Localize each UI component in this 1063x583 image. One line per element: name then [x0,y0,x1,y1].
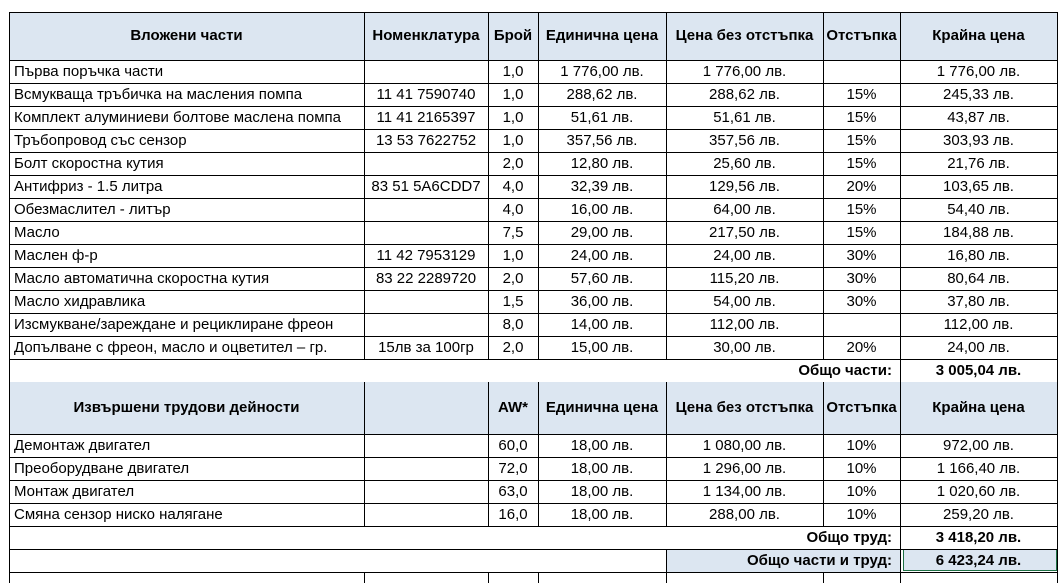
parts-row-qty[interactable]: 1,5 [502,293,524,310]
grid-line [488,12,489,359]
labor-header-qty[interactable]: AW* [498,399,528,416]
parts-row-base[interactable]: 115,20 лв. [709,270,780,287]
parts-row-code[interactable]: 13 53 7622752 [375,132,477,149]
parts-row-unit[interactable]: 36,00 лв. [570,293,634,310]
parts-row-disc[interactable]: 20% [846,339,877,356]
parts-row-base[interactable]: 24,00 лв. [713,247,776,264]
grid-line [9,526,10,583]
labor-header-name[interactable]: Извършени трудови дейности [73,399,300,416]
grid-line [488,572,489,583]
parts-row-qty[interactable]: 7,5 [502,224,524,241]
parts-row-final[interactable]: 24,00 лв. [947,339,1010,356]
labor-row-base[interactable]: 288,00 лв. [709,506,780,523]
parts-row-qty[interactable]: 2,0 [502,339,524,356]
grid-line [1057,359,1058,382]
parts-row-code[interactable] [364,221,488,244]
grid-line [1057,12,1058,359]
parts-row-final[interactable]: 54,40 лв. [947,201,1010,218]
parts-row-name[interactable]: Обезмаслител - литър [14,201,171,218]
parts-row-base[interactable]: 129,56 лв. [709,178,780,195]
labor-row-disc[interactable]: 10% [846,483,877,500]
labor-row-name[interactable]: Смяна сензор ниско налягане [14,506,223,523]
parts-row-base[interactable]: 288,62 лв. [709,86,780,103]
grand-total-label: Общо части и труд: [746,552,892,569]
parts-row-qty[interactable]: 1,0 [502,247,524,264]
parts-row-base[interactable]: 64,00 лв. [713,201,776,218]
parts-row-disc[interactable]: 15% [846,224,877,241]
grid-line [666,382,667,526]
labor-header-price_no_discount[interactable]: Цена без отстъпка [675,399,814,416]
parts-header-code[interactable]: Номенклатура [372,27,480,44]
grid-line [823,12,824,359]
labor-row-final[interactable]: 972,00 лв. [943,437,1014,454]
grid-line [823,572,824,583]
grid-line [538,382,539,526]
grid-line [364,12,365,359]
parts-row-code[interactable]: 83 22 2289720 [375,270,477,287]
parts-row-base[interactable]: 30,00 лв. [713,339,776,356]
grid-line [823,382,824,526]
parts-header-discount[interactable]: Отстъпка [826,27,897,44]
parts-row-disc[interactable]: 20% [846,178,877,195]
parts-row-unit[interactable]: 1 776,00 лв. [560,63,644,80]
labor-row-final[interactable]: 1 166,40 лв. [936,460,1021,477]
grid-line [538,572,539,583]
labor-row-code[interactable] [364,503,488,526]
grid-line [488,382,489,526]
grid-line [364,382,365,526]
parts-row-final[interactable]: 184,88 лв. [943,224,1014,241]
parts-row-disc[interactable]: 15% [846,132,877,149]
labor-row-qty[interactable]: 16,0 [498,506,528,523]
labor-header-discount[interactable]: Отстъпка [826,399,897,416]
parts-row-code[interactable]: 83 51 5A6CDD7 [371,178,481,195]
parts-row-disc[interactable]: 15% [846,86,877,103]
grid-line [900,526,901,583]
parts-row-unit[interactable]: 14,00 лв. [570,316,634,333]
labor-row-disc[interactable]: 10% [846,437,877,454]
labor-row-qty[interactable]: 60,0 [498,437,528,454]
grid-line [1057,526,1058,583]
parts-row-unit[interactable]: 24,00 лв. [570,247,634,264]
parts-row-final[interactable]: 80,64 лв. [947,270,1010,287]
parts-row-final[interactable]: 16,80 лв. [947,247,1010,264]
parts-header-unit_price[interactable]: Единична цена [545,27,659,44]
grid-line [9,359,10,382]
labor-row-final[interactable]: 259,20 лв. [943,506,1014,523]
parts-row-unit[interactable]: 57,60 лв. [570,270,634,287]
parts-row-base[interactable]: 1 776,00 лв. [702,63,787,80]
parts-row-disc[interactable]: 15% [846,109,877,126]
parts-row-disc[interactable] [823,313,900,336]
parts-row-final[interactable]: 245,33 лв. [943,86,1014,103]
parts-row-base[interactable]: 51,61 лв. [713,109,776,126]
labor-header-unit_price[interactable]: Единична цена [545,399,659,416]
parts-row-name[interactable]: Първа поръчка части [14,63,164,80]
grid-line [666,549,667,583]
grid-line [538,12,539,359]
labor-row-final[interactable]: 1 020,60 лв. [936,483,1021,500]
labor-total-value[interactable]: 3 418,20 лв. [935,529,1022,546]
parts-row-base[interactable]: 217,50 лв. [709,224,780,241]
parts-row-code[interactable]: 15лв за 100гр [378,339,474,356]
parts-row-qty[interactable]: 2,0 [502,155,524,172]
parts-row-unit[interactable]: 32,39 лв. [570,178,634,195]
parts-row-final[interactable]: 21,76 лв. [947,155,1010,172]
parts-row-qty[interactable]: 4,0 [502,201,524,218]
parts-total-label: Общо части: [798,362,892,379]
labor-header-code[interactable] [364,382,488,434]
parts-row-code[interactable] [364,198,488,221]
parts-row-code[interactable]: 11 42 7953129 [376,247,476,264]
grid-line [9,382,10,526]
parts-row-name[interactable]: Болт скоростна кутия [14,155,164,172]
parts-row-qty[interactable]: 2,0 [502,270,524,287]
parts-row-name[interactable]: Тръбопровод със сензор [14,132,187,149]
parts-total-value[interactable]: 3 005,04 лв. [935,362,1022,379]
labor-row-code[interactable] [364,480,488,503]
labor-row-name[interactable]: Монтаж двигател [14,483,135,500]
parts-row-final[interactable]: 43,87 лв. [947,109,1010,126]
labor-row-unit[interactable]: 18,00 лв. [570,437,634,454]
parts-row-qty[interactable]: 1,0 [502,86,524,103]
grid-line [9,12,10,359]
parts-row-disc[interactable]: 30% [846,247,877,264]
labor-row-qty[interactable]: 72,0 [498,460,528,477]
parts-row-base[interactable]: 112,00 лв. [709,316,780,333]
parts-row-disc[interactable]: 15% [846,155,877,172]
parts-row-unit[interactable]: 288,62 лв. [566,86,638,103]
parts-row-qty[interactable]: 8,0 [502,316,524,333]
labor-row-name[interactable]: Преоборудване двигател [14,460,190,477]
labor-row-unit[interactable]: 18,00 лв. [570,483,634,500]
grand-total-value[interactable]: 6 423,24 лв. [935,552,1022,569]
parts-row-code[interactable] [364,290,488,313]
parts-row-unit[interactable]: 12,80 лв. [570,155,634,172]
parts-row-base[interactable]: 54,00 лв. [713,293,776,310]
grid-line [364,572,365,583]
parts-row-name[interactable]: Допълване с фреон, масло и оцветител – гр. [14,339,328,356]
grid-line [1057,382,1058,526]
parts-row-name[interactable]: Изсмукване/зареждане и рециклиране фреон [14,316,334,333]
grid-line [900,359,901,382]
parts-row-code[interactable] [364,313,488,336]
parts-row-code[interactable]: 11 41 2165397 [376,109,476,126]
labor-row-disc[interactable]: 10% [846,460,877,477]
grid-line [666,12,667,359]
parts-row-name[interactable]: Масло [14,224,60,241]
labor-total-label: Общо труд: [806,529,892,546]
parts-row-final[interactable]: 37,80 лв. [947,293,1010,310]
parts-row-base[interactable]: 357,56 лв. [709,132,780,149]
labor-row-code[interactable] [364,457,488,480]
parts-row-disc[interactable]: 15% [846,201,877,218]
parts-row-name[interactable]: Всмукваща тръбичка на масления помпа [14,86,303,103]
parts-row-name[interactable]: Антифриз - 1.5 литра [14,178,163,195]
labor-row-base[interactable]: 1 080,00 лв. [702,437,787,454]
grid-line [900,12,901,359]
labor-row-disc[interactable]: 10% [846,506,877,523]
parts-header-price_no_discount[interactable]: Цена без отстъпка [675,27,814,44]
labor-row-qty[interactable]: 63,0 [498,483,528,500]
parts-row-unit[interactable]: 357,56 лв. [566,132,638,149]
parts-row-name[interactable]: Маслен ф-р [14,247,98,264]
labor-header-final_price[interactable]: Крайна цена [932,399,1025,416]
parts-row-final[interactable]: 303,93 лв. [943,132,1014,149]
labor-row-code[interactable] [364,434,488,457]
parts-row-name[interactable]: Масло автоматична скоростна кутия [14,270,270,287]
parts-row-qty[interactable]: 1,0 [502,109,524,126]
labor-row-unit[interactable]: 18,00 лв. [570,506,634,523]
parts-row-base[interactable]: 25,60 лв. [713,155,776,172]
parts-row-code[interactable]: 11 41 7590740 [376,86,476,103]
parts-row-name[interactable]: Масло хидравлика [14,293,146,310]
parts-row-final[interactable]: 112,00 лв. [943,316,1014,333]
parts-row-unit[interactable]: 15,00 лв. [570,339,634,356]
grid-line [900,382,901,526]
parts-row-code[interactable] [364,152,488,175]
parts-row-unit[interactable]: 29,00 лв. [570,224,634,241]
parts-row-disc[interactable] [823,60,900,83]
parts-row-name[interactable]: Комплект алуминиеви болтове маслена помпа [14,109,342,126]
parts-row-final[interactable]: 103,65 лв. [943,178,1014,195]
parts-row-final[interactable]: 1 776,00 лв. [936,63,1021,80]
labor-row-unit[interactable]: 18,00 лв. [570,460,634,477]
parts-header-qty[interactable]: Брой [493,27,533,44]
labor-row-base[interactable]: 1 134,00 лв. [702,483,787,500]
parts-row-qty[interactable]: 1,0 [502,63,524,80]
parts-row-unit[interactable]: 16,00 лв. [570,201,634,218]
labor-row-base[interactable]: 1 296,00 лв. [702,460,787,477]
parts-row-qty[interactable]: 4,0 [502,178,524,195]
parts-row-code[interactable] [364,60,488,83]
parts-row-unit[interactable]: 51,61 лв. [570,109,634,126]
labor-row-name[interactable]: Демонтаж двигател [14,437,151,454]
parts-row-disc[interactable]: 30% [846,293,877,310]
parts-header-final_price[interactable]: Крайна цена [932,27,1025,44]
parts-header-name[interactable]: Вложени части [130,27,243,44]
parts-row-disc[interactable]: 30% [846,270,877,287]
parts-row-qty[interactable]: 1,0 [502,132,524,149]
